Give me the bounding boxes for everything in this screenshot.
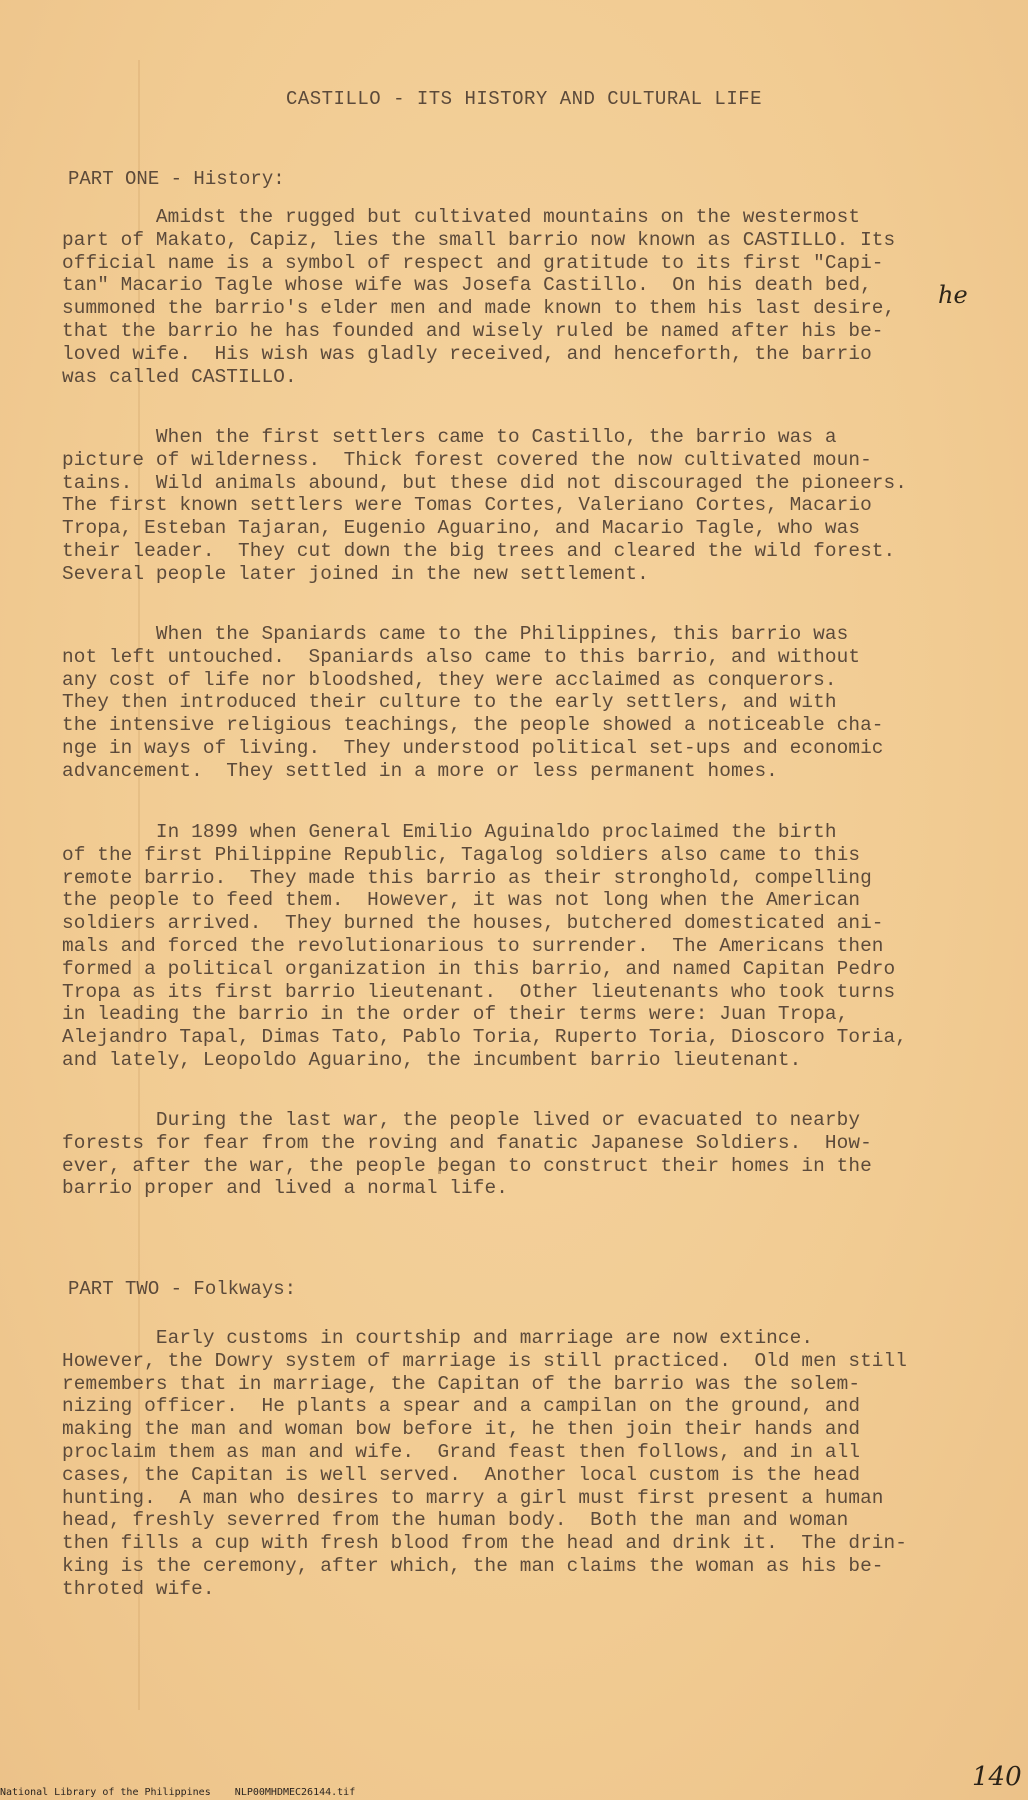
paragraph-origin: Amidst the rugged but cultivated mountains on the westermost part of Makato, Capiz, lies the small barrio now known as CASTILLO. Its official name is a symbol of respect and gratitude to its first "Capi- tan" Macario Tagle whose wife was Josefa Castillo. On his death bed, summoned the barrio's elder men and made known to them his last desire, that the barrio he has founded and wisely ruled be named after his be- loved wife. His wish was gladly received, and henceforth, the barrio was called CASTILLO. — [62, 206, 896, 388]
part-two-heading: PART TWO - Folkways: — [68, 1278, 297, 1300]
document-title: CASTILLO - ITS HISTORY AND CULTURAL LIFE — [285, 88, 763, 110]
paragraph-spaniards: When the Spaniards came to the Philippines, this barrio was not left untouched. Spaniards also came to this barrio, and without any cost of life nor bloodshed, they were acclaimed as conquerors. They then introduced their culture to the early settlers, and with the intensive religious teachings, the people showed a noticeable cha- nge in ways of living. They understood political set-ups and economic advancement. They settled in a more or less permanent homes. — [62, 623, 884, 782]
scan-footer: National Library of the Philippines NLP00MHDMEC26144.tif — [0, 1787, 356, 1798]
paragraph-war: During the last war, the people lived or evacuated to nearby forests for fear from the roving and fanatic Japanese Soldiers. How- ever, after the war, the people began to construct their homes in the barrio proper and lived a normal life. — [62, 1109, 872, 1200]
ink-speck — [438, 1167, 441, 1174]
page-number: 140 — [972, 1762, 1022, 1792]
part-one-heading: PART ONE - History: — [68, 168, 285, 190]
paragraph-courtship: Early customs in courtship and marriage are now extince. However, the Dowry system of marriage is still practiced. Old men still remembers that in marriage, the Capitan of the barrio was the solem- nizing officer. He plants a spear and a campilan on the ground, and making the man and woman bow before it, he then join their hands and proclaim them as man and wife. Grand feast then follows, and in all cases, the Capitan is well served. Another local custom is the head hunting. A man who desires to marry a girl must first present a human head, freshly severred from the human body. Both the man and woman then fills a cup with fresh blood from the head and drink it. The drin- king is the ceremony, after which, the man claims the woman as his be- throted wife. — [62, 1327, 908, 1600]
handwritten-insert: he — [938, 281, 968, 309]
paragraph-settlers: When the first settlers came to Castillo, the barrio was a picture of wilderness. Thick forest covered the now cultivated moun- tains. Wild animals abound, but these did not discouraged the pioneers. The first known settlers were Tomas Cortes, Valeriano Cortes, Macario Tropa, Esteban Tajaran, Eugenio Aguarino, and Macario Tagle, who was their leader. They cut down the big trees and cleared the wild forest. Several people later joined in the new settlement. — [62, 426, 908, 585]
paragraph-republic: In 1899 when General Emilio Aguinaldo proclaimed the birth of the first Philippine Republic, Tagalog soldiers also came to this remote barrio. They made this barrio as their stronghold, compelling the people to feed them. However, it was not long when the American soldiers arrived. They burned the houses, butchered domesticated ani- mals and forced the revolutionarious to surrender. The Americans then formed a political organization in this barrio, and named Capitan Pedro Tropa as its first barrio lieutenant. Other lieutenants who took turns in leading the barrio in the order of their terms were: Juan Tropa, Alejandro Tapal, Dimas Tato, Pablo Toria, Ruperto Toria, Dioscoro Toria, and lately, Leopoldo Aguarino, the incumbent barrio lieutenant. — [62, 821, 908, 1071]
